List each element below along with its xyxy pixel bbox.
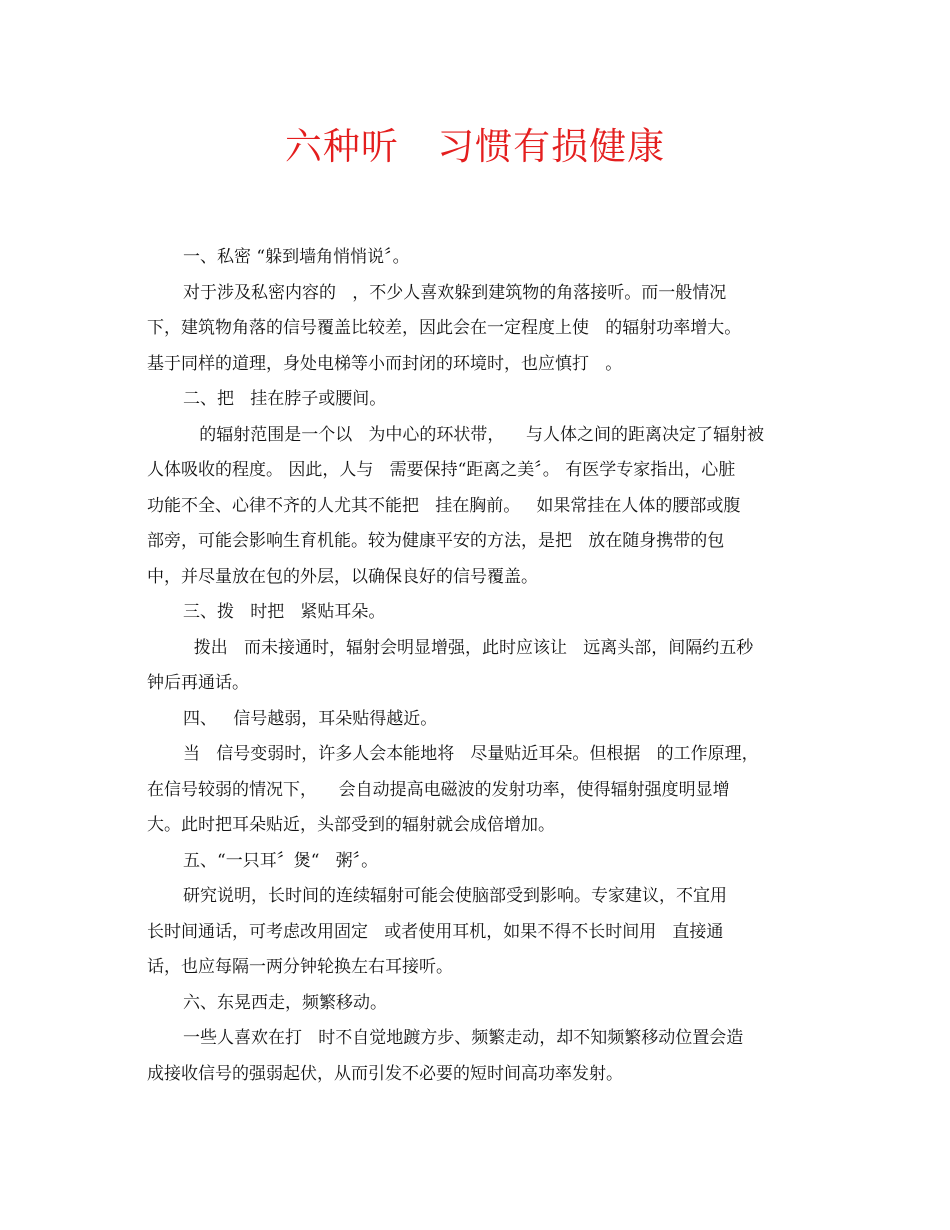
- paragraph-line: 三、拨 时把 紧贴耳朵。: [183, 602, 386, 622]
- paragraph-line: 二、把 挂在脖子或腰间。: [183, 389, 387, 409]
- paragraph-line: 长时间通话，可考虑改用固定 或者使用耳机，如果不得不长时间用 直接通: [147, 921, 724, 942]
- paragraph-line: 部旁，可能会影响生育机能。较为健康平安的方法，是把 放在随身携带的包: [147, 531, 725, 551]
- paragraph-line: 大。此时把耳朵贴近，头部受到的辐射就会成倍增加。: [147, 815, 555, 835]
- paragraph-line: 当 信号变弱时，许多人会本能地将 尽量贴近耳朵。但根据 的工作原理，: [183, 744, 759, 764]
- paragraph-line: 钟后再通话。: [147, 673, 249, 693]
- paragraph-line: 拨出 而未接通时，辐射会明显增强，此时应该让 远离头部，间隔约五秒: [183, 637, 754, 658]
- paragraph-line: 对于涉及私密内容的 ，不少人喜欢躲到建筑物的角落接听。而一般情况: [183, 282, 727, 303]
- paragraph-line: 在信号较弱的情况下， 会自动提高电磁波的发射功率，使得辐射强度明显增: [147, 779, 730, 800]
- paragraph-line: 四、 信号越弱，耳朵贴得越近。: [183, 708, 438, 729]
- paragraph-line: 人体吸收的程度。 因此，人与 需要保持“距离之美〞。 有医学专家指出，心脏: [147, 460, 736, 480]
- paragraph-line: 一些人喜欢在打 时不自觉地踱方步、频繁走动，却不知频繁移动位置会造: [183, 1028, 744, 1048]
- page-title: 六种听 习惯有损健康: [284, 125, 666, 168]
- paragraph-line: 成接收信号的强弱起伏，从而引发不必要的短时间高功率发射。: [147, 1063, 623, 1084]
- paragraph-line: 五、“一只耳〞煲“ 粥〞。: [183, 850, 379, 871]
- paragraph-line: 六、东晃西走，频繁移动。: [183, 992, 387, 1013]
- paragraph-line: 功能不全、心律不齐的人尤其不能把 挂在胸前。 如果常挂在人体的腰部或腹: [147, 495, 741, 516]
- paragraph-line: 话，也应每隔一两分钟轮换左右耳接听。: [147, 957, 453, 977]
- paragraph-line: 基于同样的道理，身处电梯等小而封闭的环境时，也应慎打 。: [147, 353, 623, 374]
- paragraph-line: 中，并尽量放在包的外层，以确保良好的信号覆盖。: [147, 566, 538, 587]
- paragraph-line: 研究说明，长时间的连续辐射可能会使脑部受到影响。专家建议，不宜用: [183, 886, 727, 906]
- paragraph-line: 的辐射范围是一个以 为中心的环状带， 与人体之间的距离决定了辐射被: [183, 424, 765, 445]
- document-body: [147, 240, 817, 1092]
- paragraph-line: 下，建筑物角落的信号覆盖比较差，因此会在一定程度上使 的辐射功率增大。: [147, 318, 742, 338]
- paragraph-line: 一、私密 “躲到墙角悄悄说〞。: [183, 247, 410, 267]
